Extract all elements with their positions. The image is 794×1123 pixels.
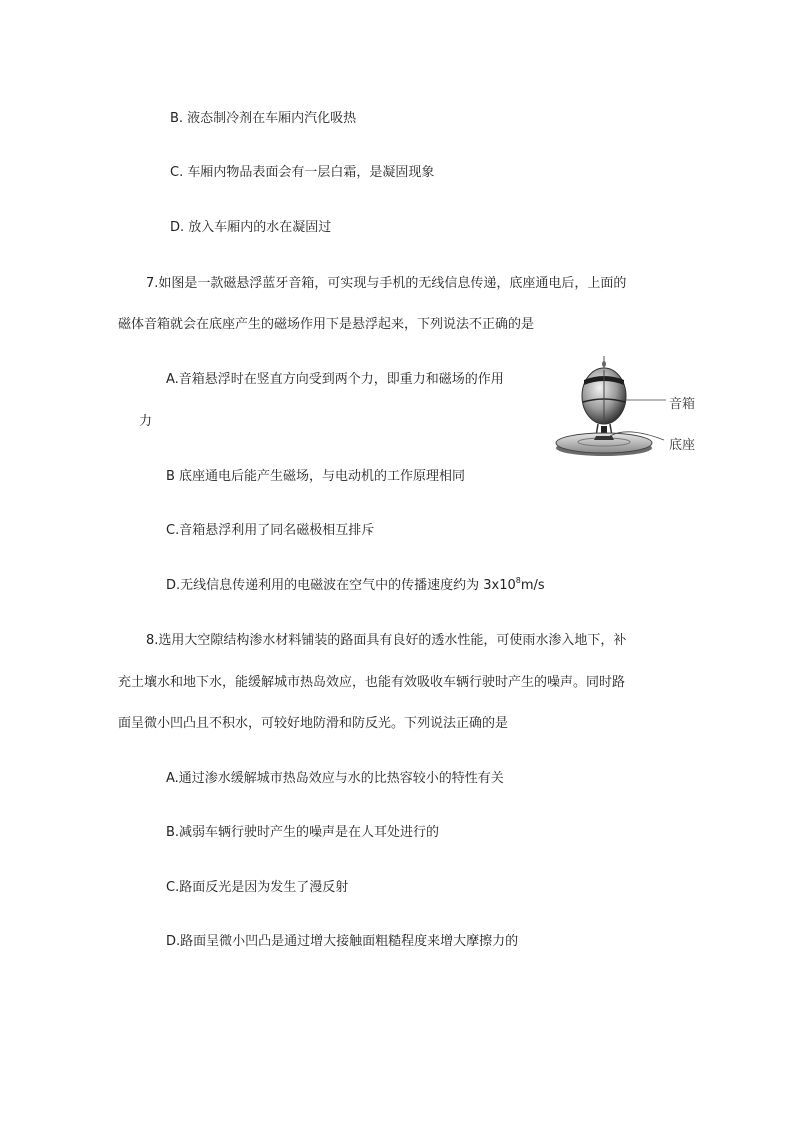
- q7-stem-line1: 7.如图是一款磁悬浮蓝牙音箱，可实现与手机的无线信息传递，底座通电后，上面的: [146, 276, 627, 291]
- q8-option-d: D.路面呈微小凹凸是通过增大接触面粗糙程度来增大摩擦力的: [166, 934, 519, 949]
- q8-option-c: C.路面反光是因为发生了漫反射: [166, 880, 349, 895]
- q8-stem-line1: 8.选用大空隙结构渗水材料铺装的路面具有良好的透水性能，可使雨水渗入地下，补: [146, 633, 627, 648]
- q6-option-d: D. 放入车厢内的水在凝固过: [170, 220, 332, 235]
- q7-option-c: C.音箱悬浮利用了同名磁极相互排斥: [166, 523, 375, 538]
- q8-stem-line2: 充土壤水和地下水，能缓解城市热岛效应，也能有效吸收车辆行驶时产生的噪声。同时路: [118, 675, 626, 690]
- q7-option-d: [166, 577, 545, 595]
- q7-option-a-line1: A.音箱悬浮时在竖直方向受到两个力，即重力和磁场的作用: [166, 372, 504, 387]
- q7-option-d-text: D.无线信息传递利用的电磁波在空气中的传播速度约为 3x10: [166, 578, 516, 593]
- q7-option-d-exponent: 8: [515, 576, 521, 585]
- levitating-speaker-figure: [548, 350, 708, 470]
- q7-option-d-unit: m/s: [520, 578, 545, 593]
- q8-option-b: B.减弱车辆行驶时产生的噪声是在人耳处进行的: [166, 825, 440, 840]
- q7-stem-line2: 磁体音箱就会在底座产生的磁场作用下是悬浮起来，下列说法不正确的是: [118, 317, 535, 332]
- q6-option-b: B. 液态制冷剂在车厢内汽化吸热: [170, 111, 357, 126]
- q8-stem-line3: 面呈微小凹凸且不积水，可较好地防滑和防反光。下列说法正确的是: [118, 716, 509, 731]
- figure-label-speaker: 音箱: [669, 397, 696, 412]
- q7-option-b: B 底座通电后能产生磁场，与电动机的工作原理相同: [166, 469, 466, 484]
- q7-option-a-line2: 力: [139, 414, 153, 429]
- figure-label-base: 底座: [669, 438, 696, 453]
- q6-option-c: C. 车厢内物品表面会有一层白霜，是凝固现象: [170, 165, 435, 180]
- q8-option-a: A.通过渗水缓解城市热岛效应与水的比热容较小的特性有关: [166, 771, 504, 786]
